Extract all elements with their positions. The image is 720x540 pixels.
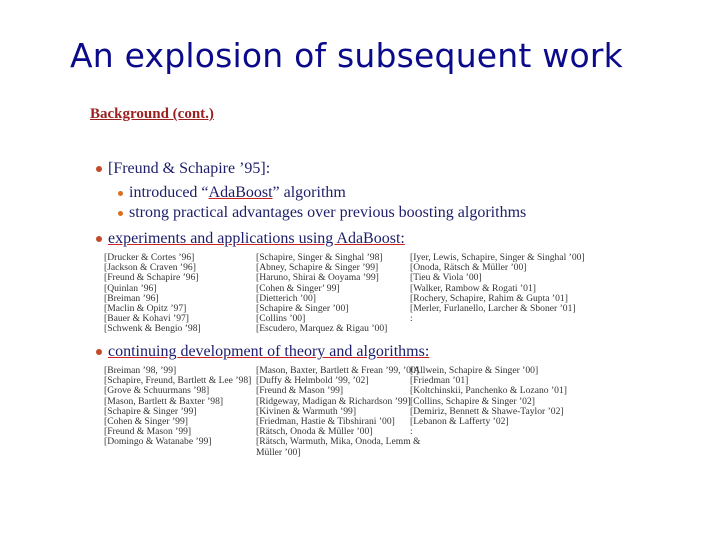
- sub-bullet-introduced: [118, 184, 346, 202]
- reference-item: [Drucker & Cortes ’96]: [104, 252, 195, 263]
- reference-item: Müller ’00]: [256, 446, 301, 458]
- reference-item: [Collins, Schapire & Singer ’02]: [410, 395, 535, 407]
- bullet-dot-icon: [96, 236, 102, 242]
- reference-item: [Dietterich ’00]: [256, 292, 316, 304]
- reference-item: [Demiriz, Bennett & Shawe-Taylor ’02]: [410, 405, 564, 417]
- reference-column: [104, 253, 201, 335]
- reference-item: [Friedman, Hastie & Tibshirani ’00]: [256, 415, 395, 427]
- reference-item: [Mason, Baxter, Bartlett & Frean ’99, ’00]: [256, 365, 419, 376]
- reference-item: [Schwenk & Bengio ’98]: [104, 323, 201, 335]
- reference-column: [104, 366, 251, 448]
- bullet-dot-icon: [118, 211, 123, 216]
- reference-item: [Allwein, Schapire & Singer ’00]: [410, 365, 539, 376]
- reference-item: [Freund & Schapire ’96]: [104, 272, 199, 284]
- reference-item: [Schapire, Singer & Singhal ’98]: [256, 252, 383, 263]
- reference-item: [Maclin & Opitz ’97]: [104, 302, 187, 314]
- reference-item: [Ridgeway, Madigan & Richardson ’99]: [256, 395, 411, 407]
- reference-item: [Schapire & Singer ’99]: [104, 405, 197, 417]
- reference-item: [Schapire & Singer ’00]: [256, 302, 349, 314]
- reference-item: [Domingo & Watanabe ’99]: [104, 436, 212, 448]
- reference-item: [Collins ’00]: [256, 313, 306, 325]
- text-fragment: ” algorithm: [272, 184, 346, 201]
- bullet-dot-icon: [96, 349, 102, 355]
- reference-column: [256, 366, 421, 458]
- reference-item: [Breiman ’98, ’99]: [104, 365, 177, 376]
- bullet-freund-schapire: [96, 160, 270, 178]
- reference-item: [Koltchinskii, Panchenko & Lozano ’01]: [410, 385, 567, 397]
- bullet-dot-icon: [118, 191, 123, 196]
- reference-item: [Escudero, Marquez & Rigau ’00]: [256, 323, 388, 335]
- reference-item: [Cohen & Singer’ 99]: [256, 282, 340, 294]
- bullet-experiments: [96, 230, 405, 248]
- reference-item: [Cohen & Singer ’99]: [104, 415, 188, 427]
- reference-item: [Grove & Schuurmans ’98]: [104, 385, 210, 397]
- reference-item: [Quinlan ’96]: [104, 282, 157, 294]
- reference-item: [Freund & Mason ’99]: [104, 426, 192, 438]
- reference-item: [Duffy & Helmbold ’99, ’02]: [256, 375, 369, 387]
- reference-item: [Bauer & Kohavi ’97]: [104, 313, 189, 325]
- reference-item: [Lebanon & Lafferty ’02]: [410, 415, 509, 427]
- reference-item: [Tieu & Viola ’00]: [410, 272, 482, 284]
- reference-item: [Iyer, Lewis, Schapire, Singer & Singhal ’00]: [410, 252, 585, 263]
- bullet-label: strong practical advantages over previous boosting algorithms: [129, 204, 527, 221]
- reference-column: [410, 253, 585, 324]
- reference-item: [Kivinen & Warmuth ’99]: [256, 405, 357, 417]
- bullet-label: continuing development of theory and algorithms:: [108, 343, 430, 360]
- reference-item: [Haruno, Shirai & Ooyama ’99]: [256, 272, 379, 284]
- reference-item: [Rätsch, Onoda & Müller ’00]: [256, 426, 373, 438]
- reference-item: [Breiman ’96]: [104, 292, 159, 304]
- adaboost-term: AdaBoost: [208, 184, 273, 201]
- bullet-label: experiments and applications using AdaBoost:: [108, 230, 405, 247]
- text-fragment: introduced “: [129, 184, 209, 201]
- reference-item: [Friedman ’01]: [410, 375, 469, 387]
- reference-item: [Abney, Schapire & Singer ’99]: [256, 262, 379, 274]
- slide-title: An explosion of subsequent work: [70, 36, 623, 75]
- reference-item: [Mason, Bartlett & Baxter ’98]: [104, 395, 224, 407]
- reference-column: [256, 253, 387, 335]
- reference-column: [410, 366, 567, 437]
- bullet-dot-icon: [96, 166, 102, 172]
- reference-item: [Rochery, Schapire, Rahim & Gupta ’01]: [410, 292, 568, 304]
- sub-bullet-advantages: [118, 204, 526, 222]
- reference-item: [Schapire, Freund, Bartlett & Lee ’98]: [104, 375, 252, 387]
- reference-item: :: [410, 426, 413, 438]
- reference-item: [Freund & Mason ’99]: [256, 385, 344, 397]
- embedded-slide-image: [88, 100, 585, 460]
- reference-item: [Jackson & Craven ’96]: [104, 262, 196, 274]
- inset-heading: Background (cont.): [90, 106, 214, 122]
- reference-item: [Merler, Furlanello, Larcher & Sboner ’01]: [410, 302, 576, 314]
- reference-item: [Onoda, Rätsch & Müller ’00]: [410, 262, 527, 274]
- reference-item: [Rätsch, Warmuth, Mika, Onoda, Lemm &: [256, 436, 421, 448]
- reference-item: :: [410, 313, 413, 325]
- bullet-theory: [96, 343, 429, 361]
- reference-item: [Walker, Rambow & Rogati ’01]: [410, 282, 536, 294]
- bullet-label: [Freund & Schapire ’95]:: [108, 160, 271, 177]
